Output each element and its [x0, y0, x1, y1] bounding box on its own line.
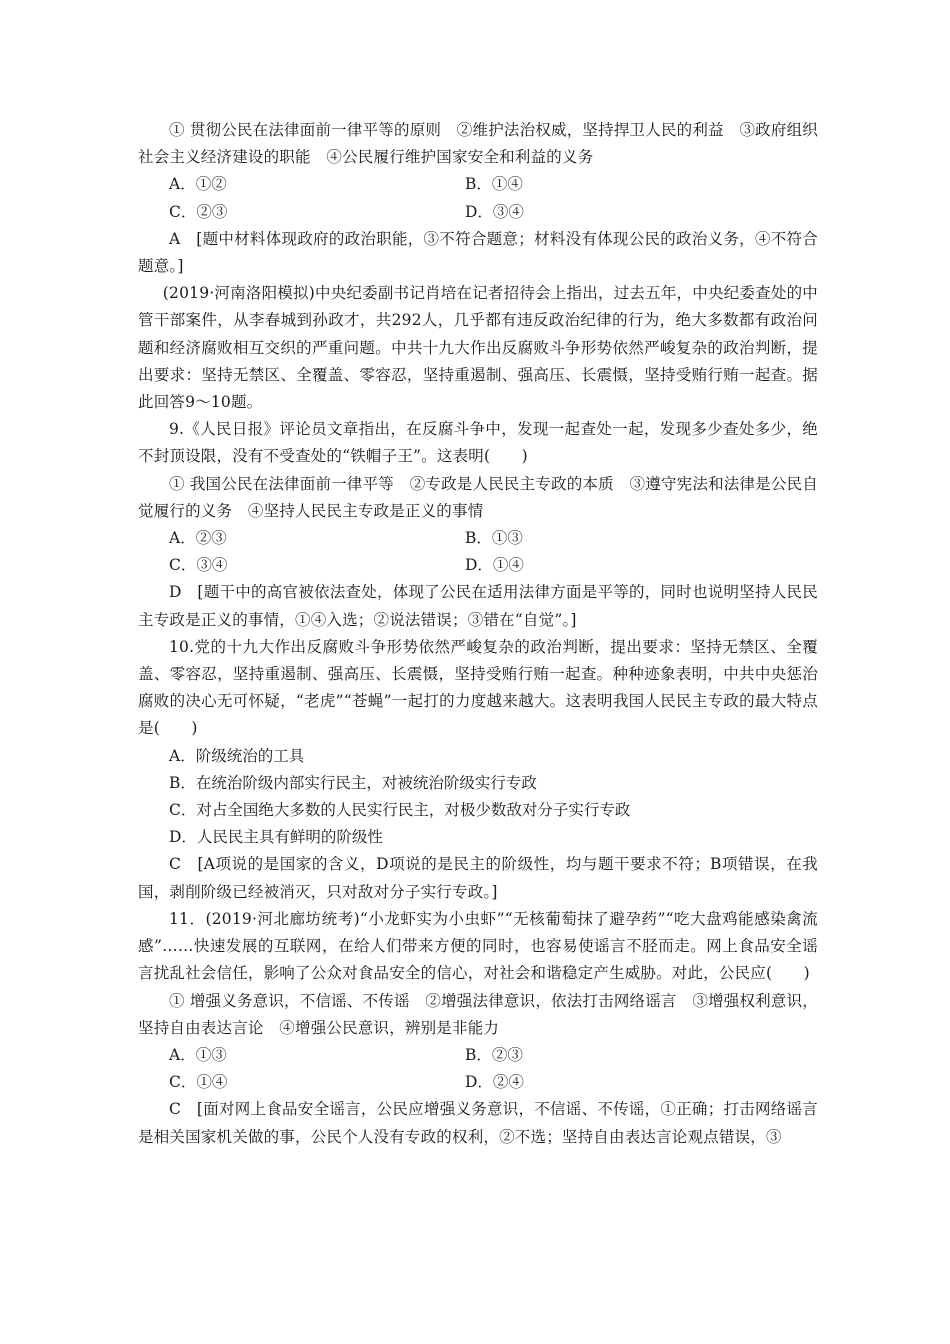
q11-stem: ① 增强义务意识，不信谣、不传谣 ②增强法律意识，依法打击网络谣言 ③增强权利意识，坚持自由表达言论 ④增强公民意识，辨别是非能力	[138, 991, 818, 1037]
q8-option-d: D．③④	[465, 202, 524, 221]
q9-option-b: B．①③	[465, 529, 523, 548]
q9-options-row-1	[138, 525, 818, 552]
q8-answer: A [题中材料体现政府的政治职能，③不符合题意；材料没有体现公民的政治义务，④不符合题意。]	[138, 229, 818, 276]
q9-options-row-2	[138, 552, 818, 579]
q9-option-d: D．①④	[465, 556, 524, 575]
q8-options-row-2	[138, 199, 818, 226]
q11-question: 11．(2019·河北廊坊统考)“小龙虾实为小虫虾”“无核葡萄抹了避孕药”“吃大盘鸡能感染禽流感”……快速发展的互联网，在给人们带来方便的同时，也容易使谣言不胫而走。网上食品安全谣言扰乱社会信任，影响了公众对食品安全的信心，对社会和谐稳定产生威胁。对此，公民应( )	[138, 909, 818, 983]
q8-options-row-1	[138, 171, 818, 198]
q9-option-a: A．②③	[169, 529, 227, 548]
q10-option-c: C．对占全国绝大多数的人民实行民主，对极少数敌对分子实行专政	[169, 801, 631, 820]
q10-option-d: D．人民民主具有鲜明的阶级性	[169, 828, 383, 847]
q11-answer: C [面对网上食品安全谣言，公民应增强义务意识，不信谣、不传谣，①正确；打击网络谣言是相关国家机关做的事，公民个人没有专政的权利，②不选；坚持自由表达言论观点错误，③	[138, 1100, 818, 1146]
q8-option-a: A．①②	[169, 175, 227, 194]
q10-option-b: B．在统治阶级内部实行民主，对被统治阶级实行专政	[169, 773, 537, 792]
material-intro: (2019·河南洛阳模拟)中央纪委副书记肖培在记者招待会上指出，过去五年，中央纪委查处的中管干部案件，从李春城到孙政才，共292人，几乎都有违反政治纪律的行为，绝大多数都有政治问题和经济腐败相互交织的严重问题。中共十九大作出反腐败斗争形势依然严峻复杂的政治判断，提出要求：坚持无禁区、全覆盖、零容忍，坚持重遏制、强高压、长震慑，坚持受贿行贿一起查。据此回答9～10题。	[138, 284, 818, 412]
q11-option-c: C．①④	[169, 1073, 228, 1092]
q10-question: 10.党的十九大作出反腐败斗争形势依然严峻复杂的政治判断，提出要求：坚持无禁区、全覆盖、零容忍，坚持重遏制、强高压、长震慑，坚持受贿行贿一起查。种种迹象表明，中共中央惩治腐败的决心无可怀疑，“老虎”“苍蝇”一起打的力度越来越大。这表明我国人民民主专政的最大特点是( )	[138, 637, 818, 738]
q9-stem: ① 我国公民在法律面前一律平等 ②专政是人民民主专政的本质 ③遵守宪法和法律是公民自觉履行的义务 ④坚持人民民主专政是正义的事情	[138, 474, 818, 520]
document-page	[138, 117, 818, 1151]
q8-option-c: C．②③	[169, 202, 228, 221]
q9-question: 9.《人民日报》评论员文章指出，在反腐斗争中，发现一起查处一起，发现多少查处多少，绝不封顶设限，没有不受查处的“铁帽子王”。这表明( )	[138, 420, 818, 466]
q11-option-d: D．②④	[465, 1073, 524, 1092]
q8-stem: ① 贯彻公民在法律面前一律平等的原则 ②维护法治权威，坚持捍卫人民的利益 ③政府组织社会主义经济建设的职能 ④公民履行维护国家安全和利益的义务	[138, 121, 818, 167]
q11-option-a: A．①③	[169, 1045, 227, 1064]
q11-options-row-2	[138, 1069, 818, 1096]
q9-answer: D [题干中的高官被依法查处，体现了公民在适用法律方面是平等的，同时也说明坚持人民民主专政是正义的事情，①④入选；②说法错误；③错在“自觉”。]	[138, 583, 818, 629]
q11-option-b: B．②③	[465, 1045, 523, 1064]
q11-options-row-1	[138, 1042, 818, 1069]
q9-option-c: C．③④	[169, 556, 228, 575]
q8-option-b: B．①④	[465, 175, 523, 194]
q10-option-a: A．阶级统治的工具	[169, 746, 305, 765]
q10-answer: C [A项说的是国家的含义，D项说的是民主的阶级性，均与题干要求不符；B项错误，在我国，剥削阶级已经被消灭，只对敌对分子实行专政。]	[138, 855, 818, 901]
